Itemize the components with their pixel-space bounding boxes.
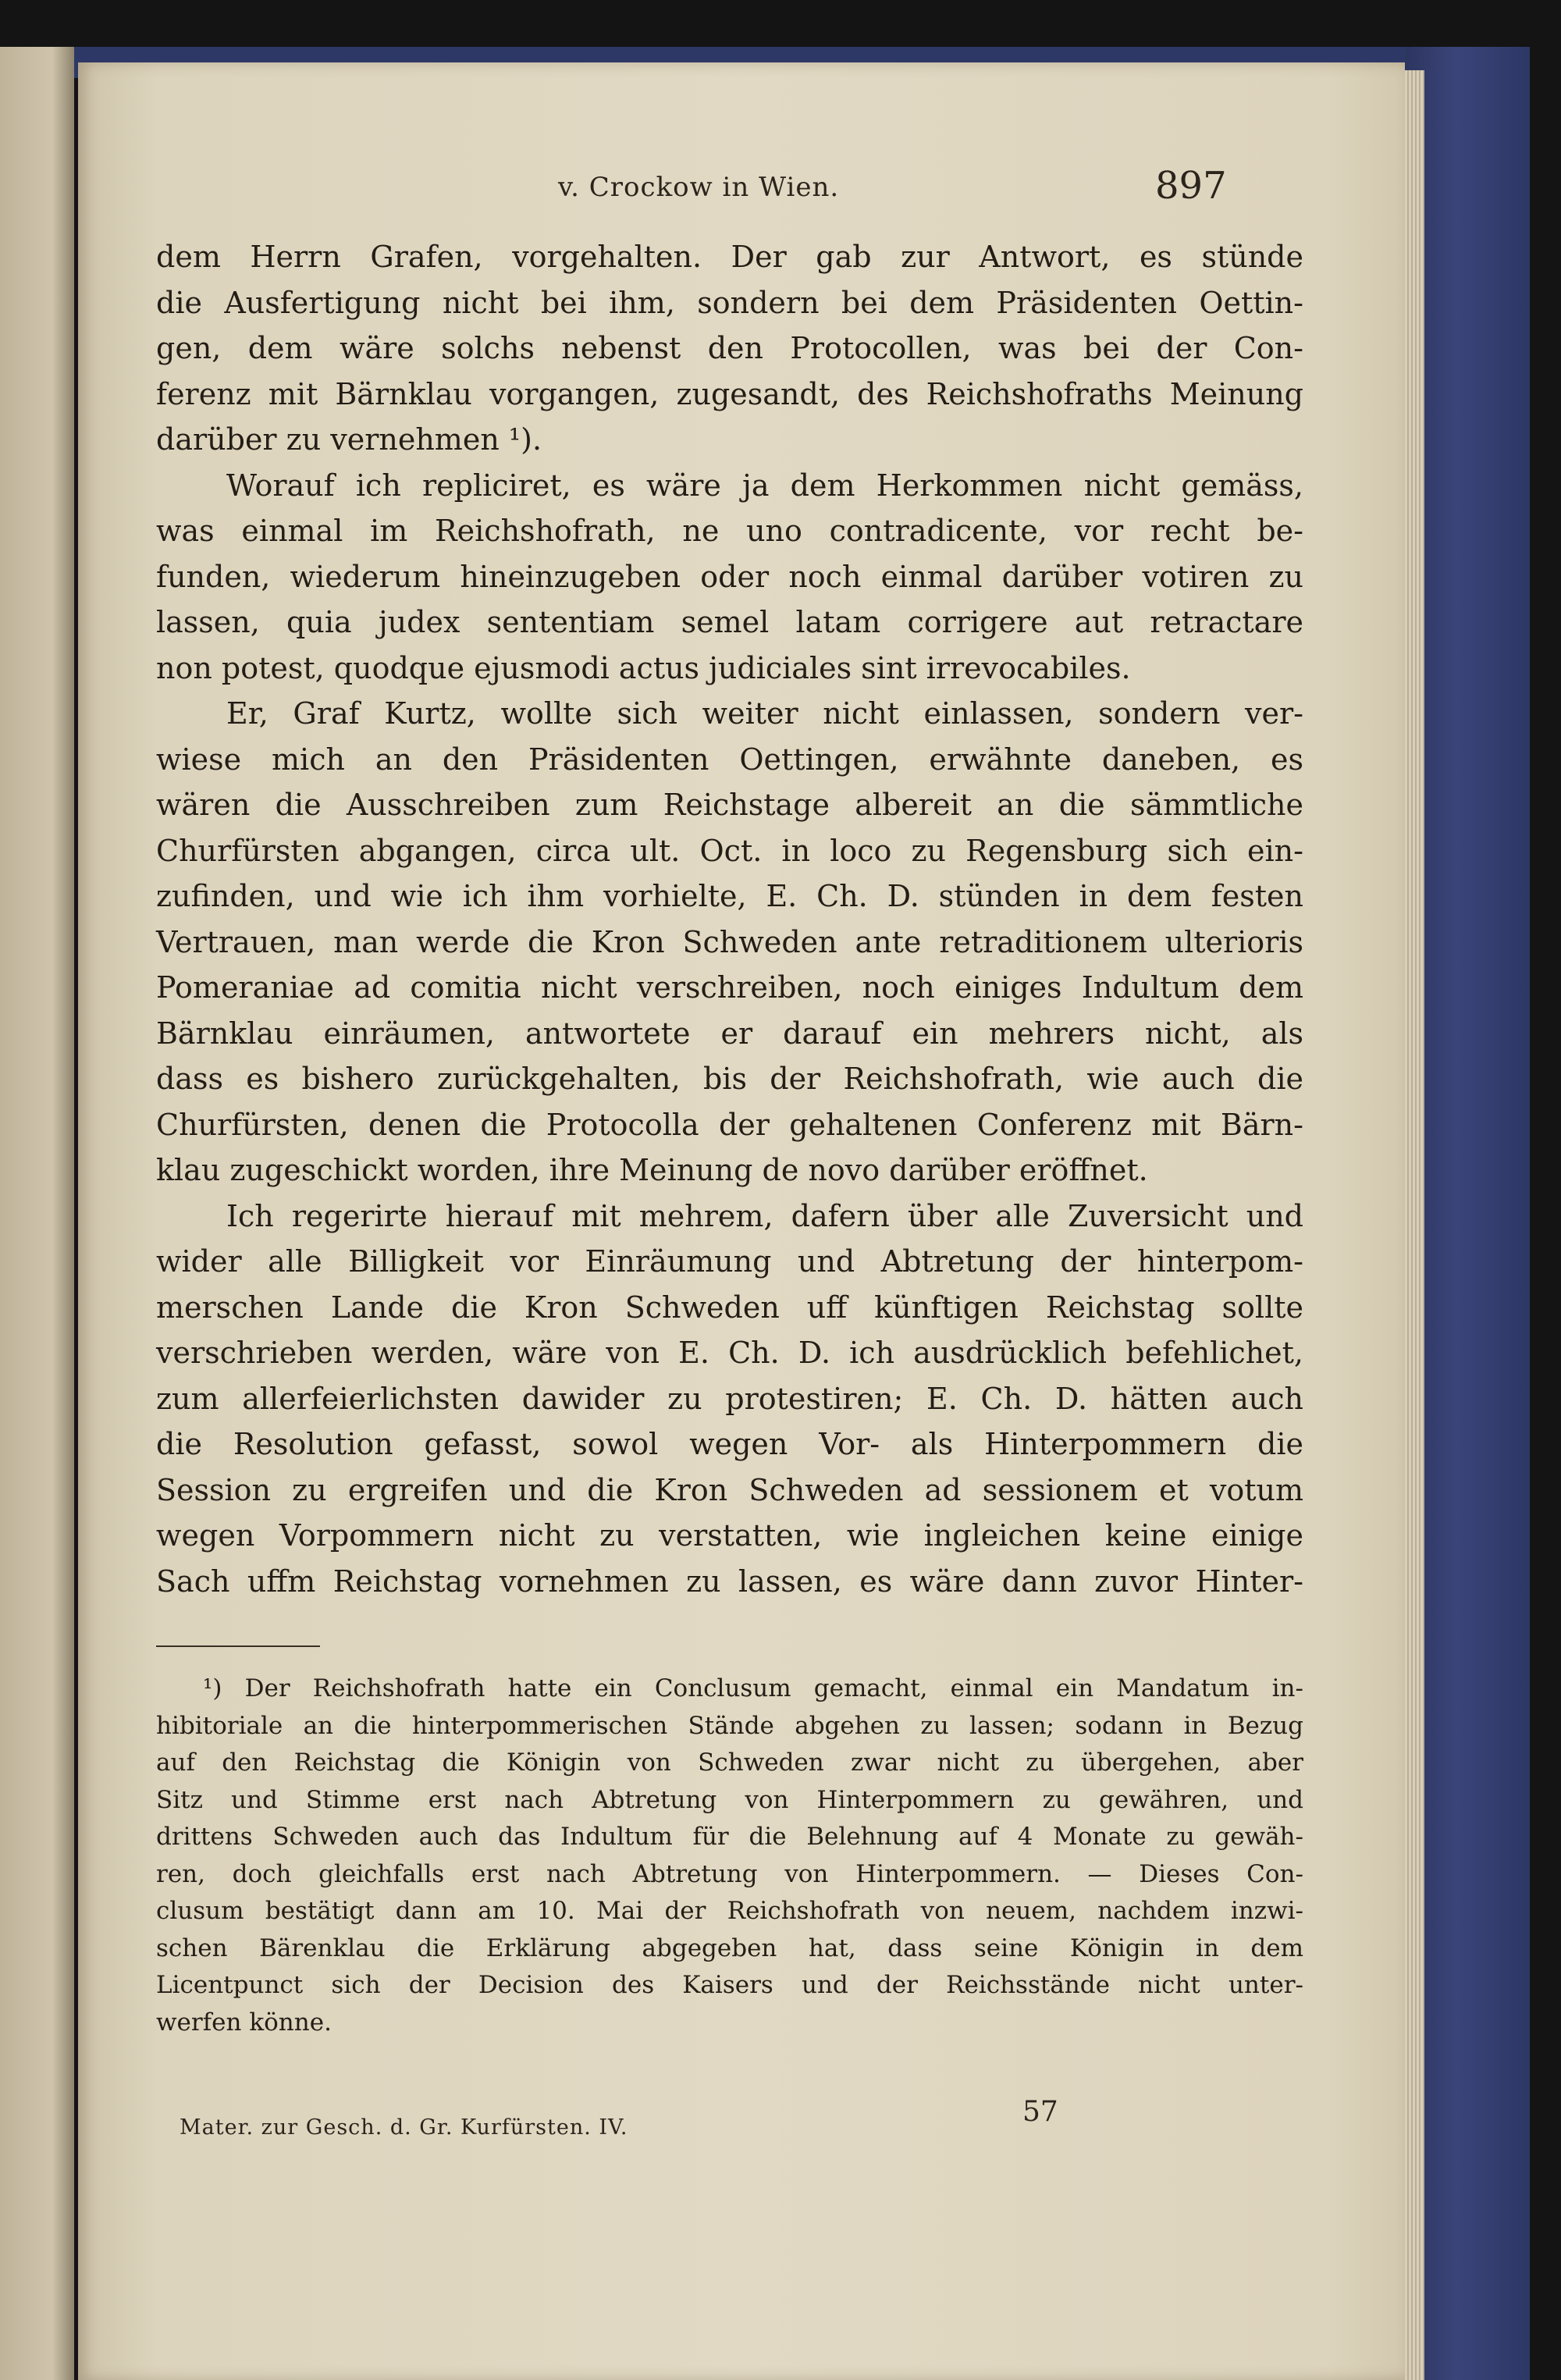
footnote-line: werfen könne. [156, 2008, 332, 2037]
text-line: klau zugeschickt worden, ihre Meinung de novo darüber eröffnet. [156, 1153, 1148, 1187]
text-line: die Resolution gefasst, sowol wegen Vor- als Hinterpommern die [156, 1427, 1303, 1461]
text-line: lassen, quia judex sententiam semel latam corrigere aut retractare [156, 605, 1303, 639]
footnote-line: schen Bärenklau die Erklärung abgegeben hat, dass seine Königin in dem [156, 1934, 1303, 1962]
text-line: funden, wiederum hineinzugeben oder noch einmal darüber votiren zu [156, 559, 1303, 594]
footnote-line: clusum bestätigt dann am 10. Mai der Reichshofrath von neuem, nachdem inzwi- [156, 1897, 1303, 1925]
main-text [156, 234, 1303, 1604]
footnote [156, 1670, 1303, 2041]
text-line: die Ausfertigung nicht bei ihm, sondern bei dem Präsidenten Oettin- [156, 285, 1303, 320]
text-line: wiese mich an den Präsidenten Oettingen, erwähnte daneben, es [156, 742, 1303, 777]
footnote-divider [156, 1645, 320, 1647]
footnote-line: drittens Schweden auch das Indultum für die Belehnung auf 4 Monate zu gewäh- [156, 1823, 1303, 1851]
text-line: dass es bishero zurückgehalten, bis der Reichshofrath, wie auch die [156, 1062, 1303, 1096]
footnote-line: Licentpunct sich der Decision des Kaisers und der Reichsstände nicht unter- [156, 1971, 1303, 1999]
text-line: Ich regerirte hierauf mit mehrem, dafern über alle Zuversicht und [226, 1198, 1303, 1233]
text-line: wider alle Billigkeit vor Einräumung und Abtretung der hinterpom- [156, 1244, 1303, 1279]
text-line: wären die Ausschreiben zum Reichstage albereit an die sämmtliche [156, 788, 1303, 822]
text-line: Vertrauen, man werde die Kron Schweden ante retraditionem ulterioris [156, 924, 1303, 959]
text-line: merschen Lande die Kron Schweden uff künftigen Reichstag sollte [156, 1290, 1303, 1325]
footnote-line: ¹) Der Reichshofrath hatte ein Conclusum gemacht, einmal ein Mandatum in- [203, 1674, 1303, 1702]
page-number: 897 [1155, 164, 1227, 208]
text-line: Er, Graf Kurtz, wollte sich weiter nicht einlassen, sondern ver- [226, 696, 1303, 731]
footnote-line: ren, doch gleichfalls erst nach Abtretung von Hinterpommern. — Dieses Con- [156, 1859, 1303, 1888]
text-line: zufinden, und wie ich ihm vorhielte, E. Ch. D. stünden in dem festen [156, 879, 1303, 913]
text-line: Worauf ich repliciret, es wäre ja dem Herkommen nicht gemäss, [226, 468, 1303, 503]
text-line: darüber zu vernehmen ¹). [156, 422, 542, 457]
text-line: non potest, quodque ejusmodi actus judiciales sint irrevocabiles. [156, 650, 1131, 685]
footnote-line: auf den Reichstag die Königin von Schweden zwar nicht zu übergehen, aber [156, 1749, 1303, 1777]
page-header [78, 156, 1405, 219]
footnote-line: hibitoriale an die hinterpommerischen Stände abgehen zu lassen; sodann in Bezug [156, 1711, 1303, 1740]
text-line: Pomeraniae ad comitia nicht verschreiben, noch einiges Indultum dem [156, 970, 1303, 1005]
series-signature: Mater. zur Gesch. d. Gr. Kurfürsten. IV. [180, 2115, 628, 2140]
text-line: wegen Vorpommern nicht zu verstatten, wie ingleichen keine einige [156, 1518, 1303, 1553]
running-head: v. Crockow in Wien. [558, 172, 840, 203]
text-line: Sach uffm Reichstag vornehmen zu lassen, es wäre dann zuvor Hinter- [156, 1564, 1303, 1599]
text-line: verschrieben werden, wäre von E. Ch. D. ich ausdrücklich befehlichet, [156, 1336, 1303, 1370]
text-line: Churfürsten, denen die Protocolla der gehaltenen Conferenz mit Bärn- [156, 1107, 1303, 1142]
footnote-line: Sitz und Stimme erst nach Abtretung von Hinterpommern zu gewähren, und [156, 1785, 1303, 1814]
facing-page-edge [0, 47, 74, 2380]
sheet-signature-mark: 57 [1022, 2096, 1058, 2128]
text-line: was einmal im Reichshofrath, ne uno contradicente, vor recht be- [156, 514, 1303, 548]
text-line: Session zu ergreifen und die Kron Schweden ad sessionem et votum [156, 1472, 1303, 1507]
book-page [78, 62, 1405, 2380]
text-line: zum allerfeierlichsten dawider zu protestiren; E. Ch. D. hätten auch [156, 1381, 1303, 1416]
text-line: dem Herrn Grafen, vorgehalten. Der gab zur Antwort, es stünde [156, 240, 1303, 274]
text-line: gen, dem wäre solchs nebenst den Protocollen, was bei der Con- [156, 331, 1303, 365]
text-line: ferenz mit Bärnklau vorgangen, zugesandt, des Reichshofraths Meinung [156, 376, 1303, 411]
text-line: Churfürsten abgangen, circa ult. Oct. in loco zu Regensburg sich ein- [156, 833, 1303, 868]
text-line: Bärnklau einräumen, antwortete er darauf ein mehrers nicht, als [156, 1016, 1303, 1051]
